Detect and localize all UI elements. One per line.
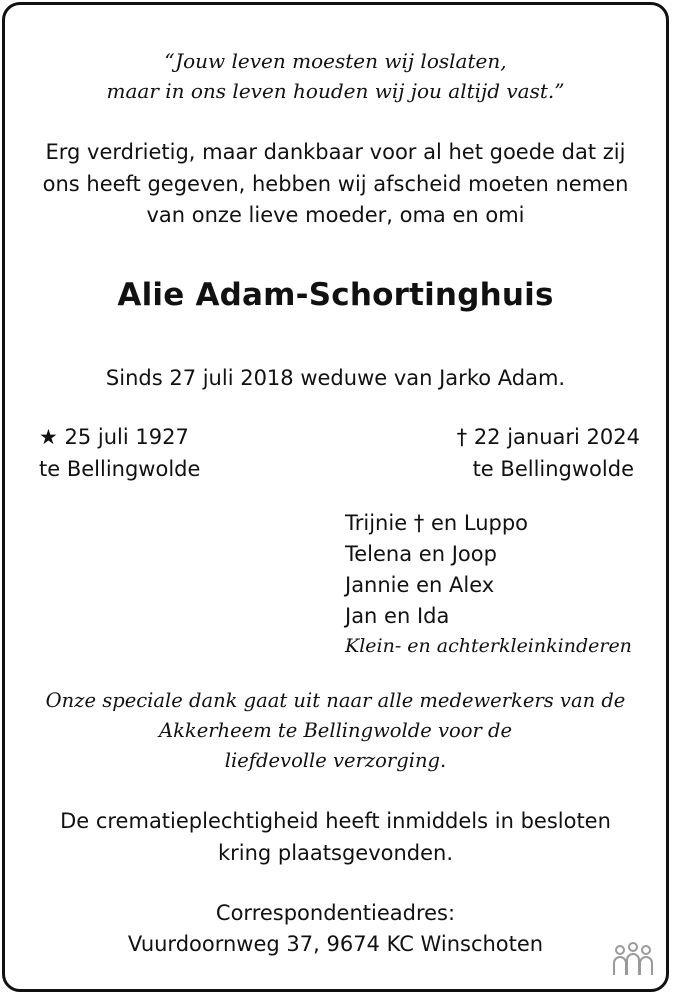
obituary-card [2,2,669,992]
widow-note: Sinds 27 juli 2018 weduwe van Jarko Adam. [105,366,566,390]
grandchildren-line: Klein- en achterkleinkinderen [345,635,632,657]
quote-line-2: maar in ons leven houden wij jou altijd vast.” [106,79,565,103]
death-place: te Bellingwolde [472,457,634,481]
cremation-line-2: kring plaatsgevonden. [217,841,454,865]
family-member: Jan en Ida [345,604,450,628]
family-member: Telena en Joop [345,542,497,566]
correspondence-label: Correspondentieadres: [215,901,456,925]
family-group-icon [610,941,656,981]
cremation-line-1: De crematieplechtigheid heeft inmiddels in besloten [60,809,611,833]
correspondence-address: Vuurdoornweg 37, 9674 KC Winschoten [127,932,544,956]
quote-line-1: “Jouw leven moesten wij loslaten, [164,49,507,73]
star-icon: ★ [39,425,58,449]
family-member: Trijnie † en Luppo [345,511,529,535]
birth-date-line [39,425,189,449]
deceased-name: Alie Adam-Schortinghuis [117,277,554,313]
thanks-line-3: liefdevolle verzorging. [224,749,447,772]
birth-date: 25 juli 1927 [64,425,189,449]
death-date-line [457,425,640,449]
intro-line-2: ons heeft gegeven, hebben wij afscheid moeten nemen [42,172,629,196]
death-date: 22 januari 2024 [473,425,640,449]
thanks-line-2: Akkerheem te Bellingwolde voor de [158,719,513,742]
thanks-line-1: Onze speciale dank gaat uit naar alle medewerkers van de [45,689,626,712]
family-member: Jannie en Alex [345,573,495,597]
intro-line-3: van onze lieve moeder, oma en omi [146,203,525,227]
intro-line-1: Erg verdrietig, maar dankbaar voor al het goede dat zij [45,140,626,164]
cross-icon: † [456,425,468,449]
birth-place: te Bellingwolde [39,457,201,481]
